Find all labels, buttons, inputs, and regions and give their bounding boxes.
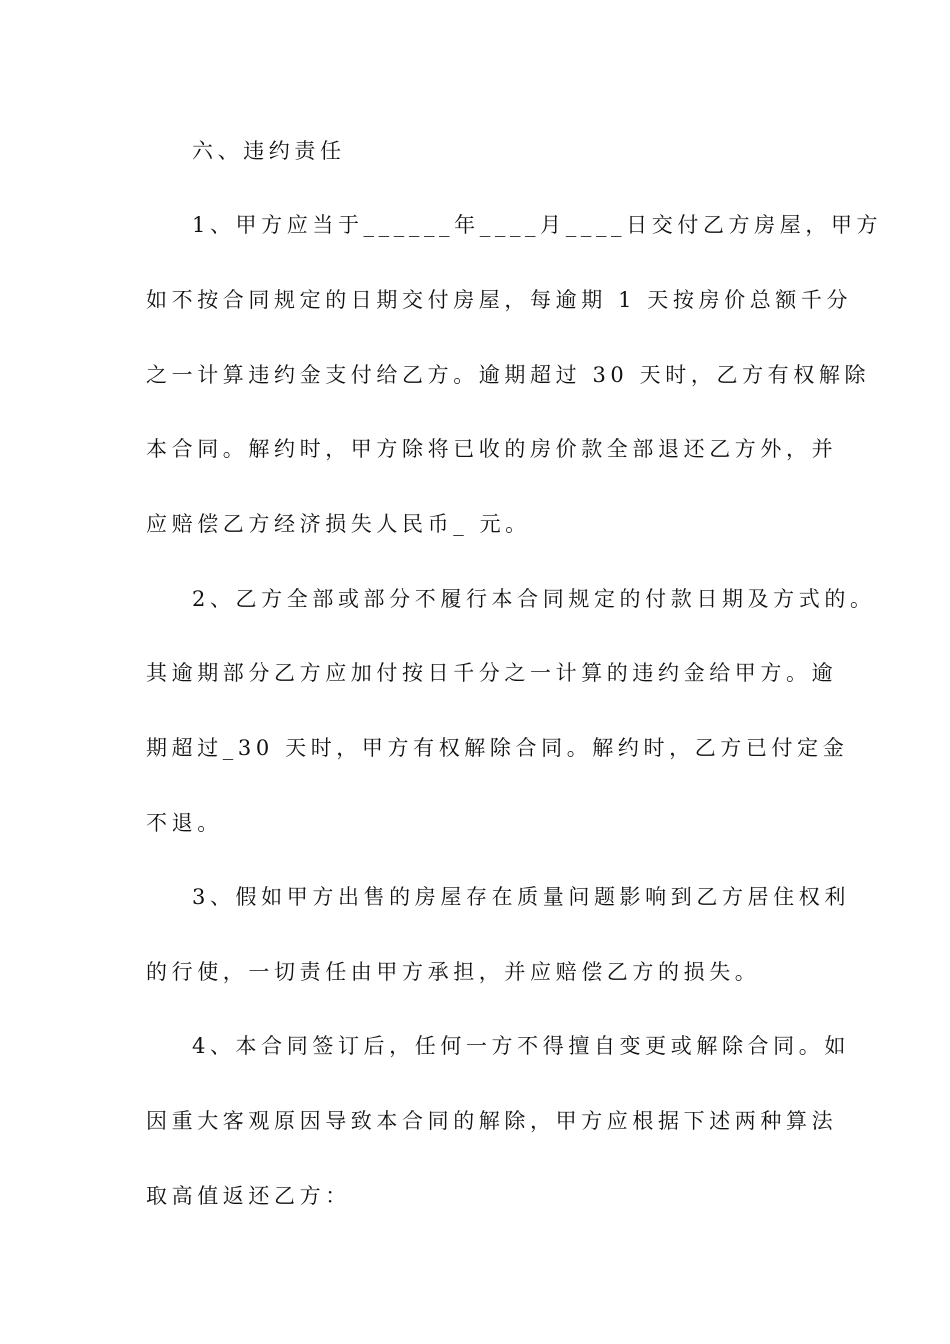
paragraph-4-line-2: 因重大客观原因导致本合同的解除，甲方应根据下述两种算法 [146, 1109, 838, 1133]
paragraph-1-line-1: 1、甲方应当于______年____月____日交付乙方房屋，甲方 [192, 213, 883, 237]
paragraph-2-line-4: 不退。 [146, 811, 223, 835]
paragraph-4-line-1: 4、本合同签订后，任何一方不得擅自变更或解除合同。如 [192, 1034, 850, 1058]
paragraph-3-line-2: 的行使，一切责任由甲方承担，并应赔偿乙方的损失。 [146, 960, 761, 984]
paragraph-2-line-3: 期超过_30 天时，甲方有权解除合同。解约时，乙方已付定金 [146, 736, 849, 760]
paragraph-2-line-1: 2、乙方全部或部分不履行本合同规定的付款日期及方式的。 [192, 587, 876, 611]
paragraph-1-line-5: 应赔偿乙方经济损失人民币_ 元。 [146, 512, 531, 536]
section-heading: 六、违约责任 [192, 139, 346, 163]
paragraph-1-line-3: 之一计算违约金支付给乙方。逾期超过 30 天时，乙方有权解除 [146, 363, 871, 387]
paragraph-1-line-4: 本合同。解约时，甲方除将已收的房价款全部退还乙方外，并 [146, 437, 838, 461]
paragraph-2-line-2: 其逾期部分乙方应加付按日千分之一计算的违约金给甲方。逾 [146, 661, 838, 685]
paragraph-3-line-1: 3、假如甲方出售的房屋存在质量问题影响到乙方居住权利 [192, 885, 850, 909]
paragraph-4-line-3: 取高值返还乙方： [146, 1184, 351, 1208]
paragraph-1-line-2: 如不按合同规定的日期交付房屋，每逾期 1 天按房价总额千分 [146, 288, 853, 312]
